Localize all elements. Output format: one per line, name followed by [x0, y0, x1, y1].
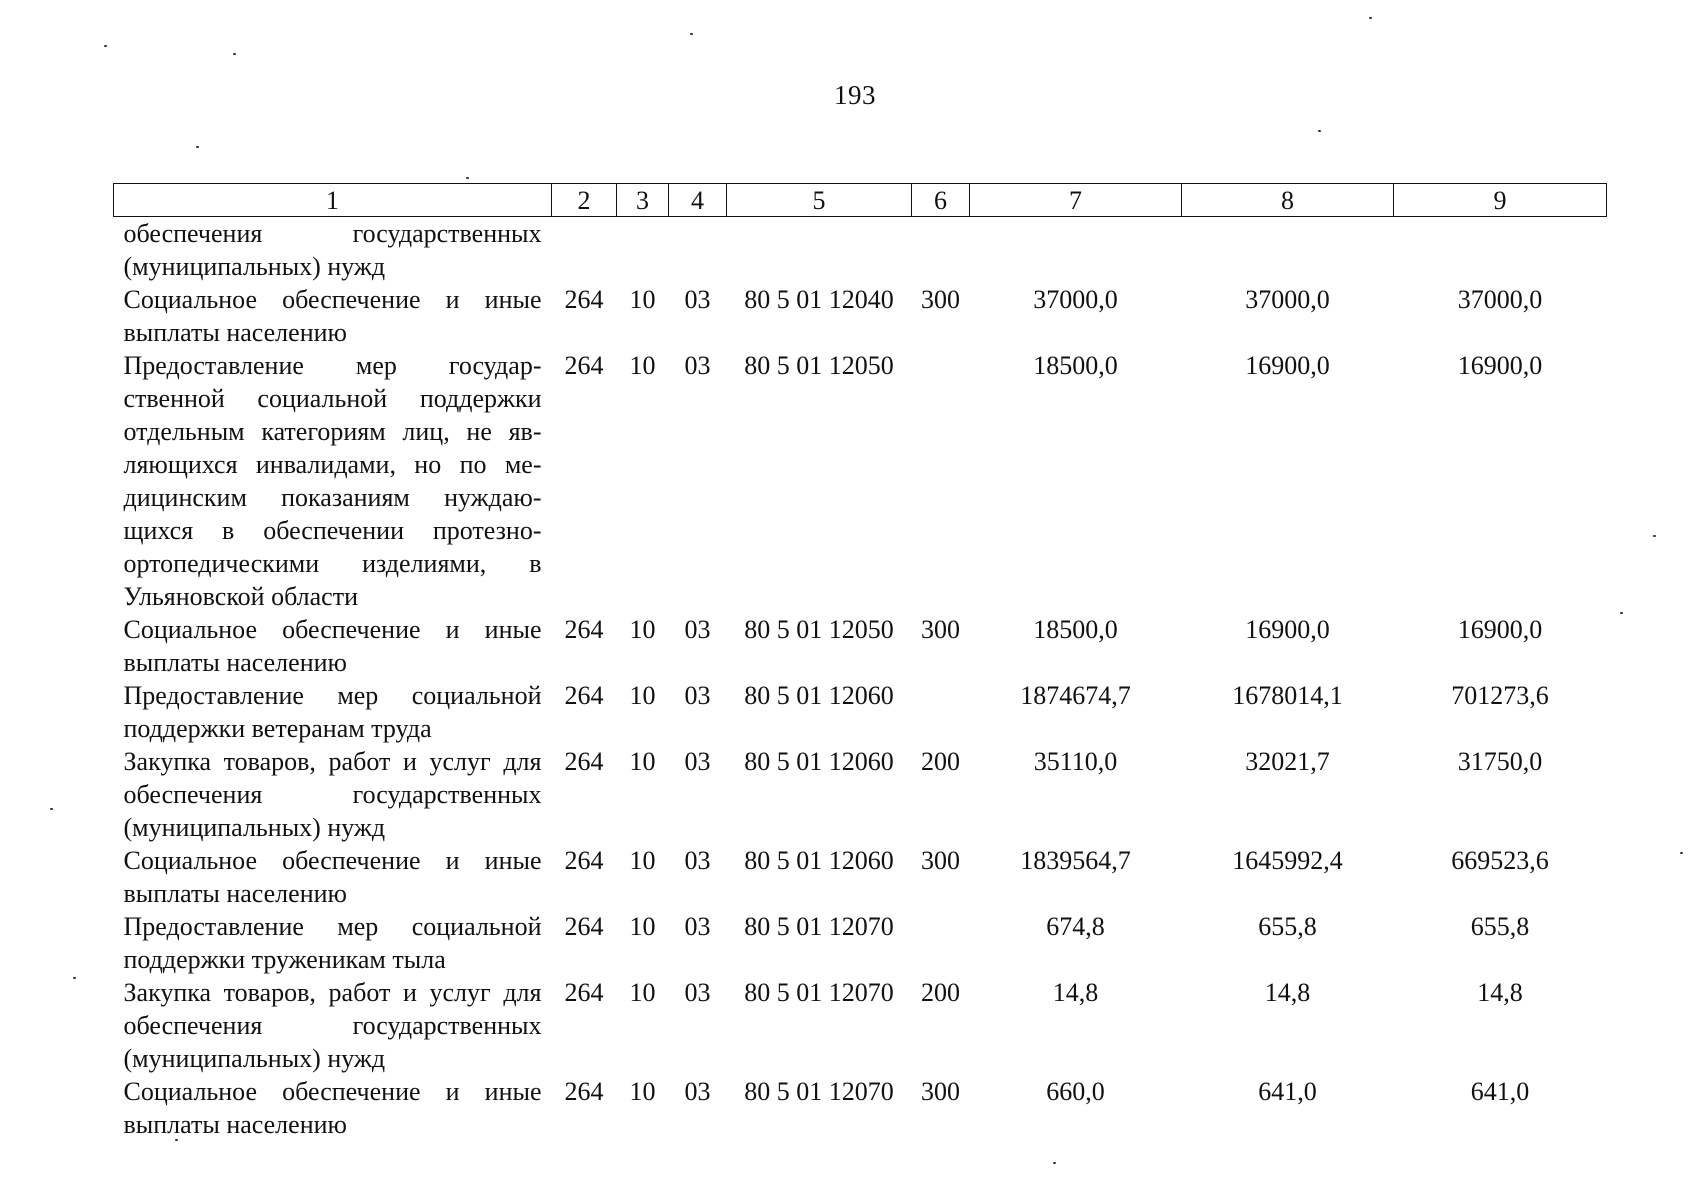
cell-amount-col8: 655,8: [1258, 912, 1317, 941]
cell-section: 10: [629, 912, 656, 941]
cell-subsection: 03: [684, 285, 711, 314]
cell-admin-code: 264: [564, 1077, 604, 1106]
cell-subsection: 03: [684, 846, 711, 875]
table-row: [114, 976, 1607, 1075]
cell-amount-col8: 14,8: [1264, 978, 1311, 1007]
scan-speck: [50, 808, 53, 810]
row-description: Закупка товаров, работ и услуг для обеспечения государственных (муниципальных) нужд: [123, 747, 542, 842]
header-col-4: 4: [669, 184, 727, 217]
scan-speck: [233, 53, 236, 55]
header-col-1: 1: [114, 184, 552, 217]
cell-amount-col8: 1645992,4: [1232, 846, 1343, 875]
table-row: [114, 349, 1607, 613]
cell-section: 10: [629, 351, 656, 380]
header-col-9: 9: [1394, 184, 1607, 217]
row-description: Предоставление мер социальной поддержки ветеранам труда: [123, 681, 542, 743]
cell-amount-col9: 16900,0: [1457, 351, 1543, 380]
row-description: Предоставление мер государственной социальной поддержки отдельным категориям лиц, не являющихся инвалидами, но по медицинским показаниям нуждающихся в обеспечении протезно-ортопедическими изделиями, в Ульяновской области: [123, 351, 542, 611]
header-row: [114, 184, 1607, 217]
table-header: [114, 184, 1607, 217]
cell-amount-col9: 641,0: [1470, 1077, 1530, 1106]
cell-target-article: 80 5 01 12060: [744, 681, 894, 710]
cell-admin-code: 264: [564, 351, 604, 380]
scan-speck: [690, 33, 693, 35]
header-col-6: 6: [912, 184, 970, 217]
row-description: обеспечения государственных (муниципальных) нужд: [123, 219, 542, 281]
cell-amount-col7: 1874674,7: [1020, 681, 1131, 710]
cell-amount-col9: 37000,0: [1457, 285, 1543, 314]
cell-amount-col8: 37000,0: [1245, 285, 1330, 314]
header-col-8: 8: [1182, 184, 1394, 217]
cell-expense-type: 200: [921, 747, 960, 776]
table-row: [114, 844, 1607, 910]
header-col-2: 2: [552, 184, 617, 217]
cell-admin-code: 264: [564, 681, 604, 710]
cell-target-article: 80 5 01 12060: [744, 846, 894, 875]
cell-subsection: 03: [684, 351, 711, 380]
budget-table-container: [113, 183, 1606, 1141]
cell-amount-col9: 31750,0: [1457, 747, 1543, 776]
table-row: [114, 613, 1607, 679]
table-row: [114, 679, 1607, 745]
cell-amount-col9: [1394, 217, 1607, 284]
cell-amount-col7: 660,0: [1046, 1077, 1105, 1106]
cell-admin-code: 264: [564, 747, 604, 776]
cell-section: 10: [629, 681, 656, 710]
scan-speck: [104, 45, 107, 47]
scan-speck: [196, 146, 199, 148]
cell-section: [617, 217, 669, 284]
table-row: [114, 217, 1607, 284]
cell-admin-code: [552, 217, 617, 284]
scan-speck: [73, 977, 76, 979]
cell-amount-col8: 16900,0: [1245, 351, 1330, 380]
header-col-3: 3: [617, 184, 669, 217]
cell-target-article: 80 5 01 12070: [744, 912, 894, 941]
cell-amount-col7: 18500,0: [1033, 615, 1118, 644]
row-description: Социальное обеспечение и иные выплаты населению: [123, 1077, 542, 1139]
cell-amount-col9: 16900,0: [1457, 615, 1543, 644]
cell-target-article: 80 5 01 12060: [744, 747, 894, 776]
row-description: Социальное обеспечение и иные выплаты населению: [123, 846, 542, 908]
scan-speck: [1369, 17, 1372, 19]
cell-admin-code: 264: [564, 978, 604, 1007]
cell-section: 10: [629, 846, 656, 875]
table-row: [114, 1075, 1607, 1141]
cell-target-article: 80 5 01 12050: [744, 615, 894, 644]
cell-amount-col7: 1839564,7: [1020, 846, 1131, 875]
cell-amount-col7: 14,8: [1052, 978, 1099, 1007]
cell-subsection: 03: [684, 912, 711, 941]
row-description: Предоставление мер социальной поддержки труженикам тыла: [123, 912, 542, 974]
scan-speck: [1680, 852, 1683, 854]
cell-amount-col9: 701273,6: [1451, 681, 1549, 710]
cell-section: 10: [629, 285, 656, 314]
cell-expense-type: 200: [921, 978, 960, 1007]
cell-amount-col7: 37000,0: [1033, 285, 1118, 314]
cell-section: 10: [629, 615, 656, 644]
table-row: [114, 910, 1607, 976]
row-description: Закупка товаров, работ и услуг для обеспечения государственных (муниципальных) нужд: [123, 978, 542, 1073]
cell-expense-type: [912, 349, 970, 613]
table-row: [114, 745, 1607, 844]
cell-amount-col9: 669523,6: [1451, 846, 1549, 875]
cell-expense-type: [912, 679, 970, 745]
cell-subsection: 03: [684, 615, 711, 644]
cell-admin-code: 264: [564, 912, 604, 941]
cell-amount-col7: 18500,0: [1033, 351, 1118, 380]
cell-target-article: 80 5 01 12040: [744, 285, 894, 314]
cell-target-article: [727, 217, 912, 284]
table-body: [114, 217, 1607, 1142]
cell-amount-col9: 14,8: [1477, 978, 1523, 1007]
cell-section: 10: [629, 978, 656, 1007]
cell-expense-type: [912, 217, 970, 284]
cell-amount-col8: 16900,0: [1245, 615, 1330, 644]
cell-amount-col7: [970, 217, 1182, 284]
cell-target-article: 80 5 01 12070: [744, 1077, 894, 1106]
cell-expense-type: 300: [921, 846, 960, 875]
cell-amount-col8: 1678014,1: [1232, 681, 1343, 710]
cell-target-article: 80 5 01 12070: [744, 978, 894, 1007]
cell-amount-col7: 674,8: [1046, 912, 1105, 941]
cell-expense-type: 300: [921, 1077, 960, 1106]
cell-expense-type: 300: [921, 285, 960, 314]
cell-expense-type: 300: [921, 615, 960, 644]
budget-table: [113, 183, 1607, 1141]
cell-section: 10: [629, 1077, 656, 1106]
scan-speck: [1620, 612, 1623, 614]
row-description: Социальное обеспечение и иные выплаты населению: [123, 285, 542, 347]
scan-speck: [466, 177, 469, 179]
cell-subsection: 03: [684, 1077, 711, 1106]
page-number: 193: [834, 80, 876, 110]
scan-speck: [1318, 130, 1321, 132]
cell-amount-col8: [1182, 217, 1394, 284]
cell-admin-code: 264: [564, 615, 604, 644]
cell-amount-col8: 32021,7: [1245, 747, 1330, 776]
cell-subsection: [669, 217, 727, 284]
cell-section: 10: [629, 747, 656, 776]
scan-speck: [1653, 535, 1656, 537]
cell-subsection: 03: [684, 978, 711, 1007]
header-col-7: 7: [970, 184, 1182, 217]
cell-subsection: 03: [684, 681, 711, 710]
header-col-5: 5: [727, 184, 912, 217]
cell-amount-col8: 641,0: [1258, 1077, 1317, 1106]
cell-admin-code: 264: [564, 285, 604, 314]
cell-admin-code: 264: [564, 846, 604, 875]
cell-amount-col9: 655,8: [1470, 912, 1530, 941]
cell-expense-type: [912, 910, 970, 976]
cell-amount-col7: 35110,0: [1033, 747, 1118, 776]
row-description: Социальное обеспечение и иные выплаты населению: [123, 615, 542, 677]
cell-subsection: 03: [684, 747, 711, 776]
cell-target-article: 80 5 01 12050: [744, 351, 894, 380]
table-row: [114, 283, 1607, 349]
scan-speck: [1053, 1162, 1056, 1164]
